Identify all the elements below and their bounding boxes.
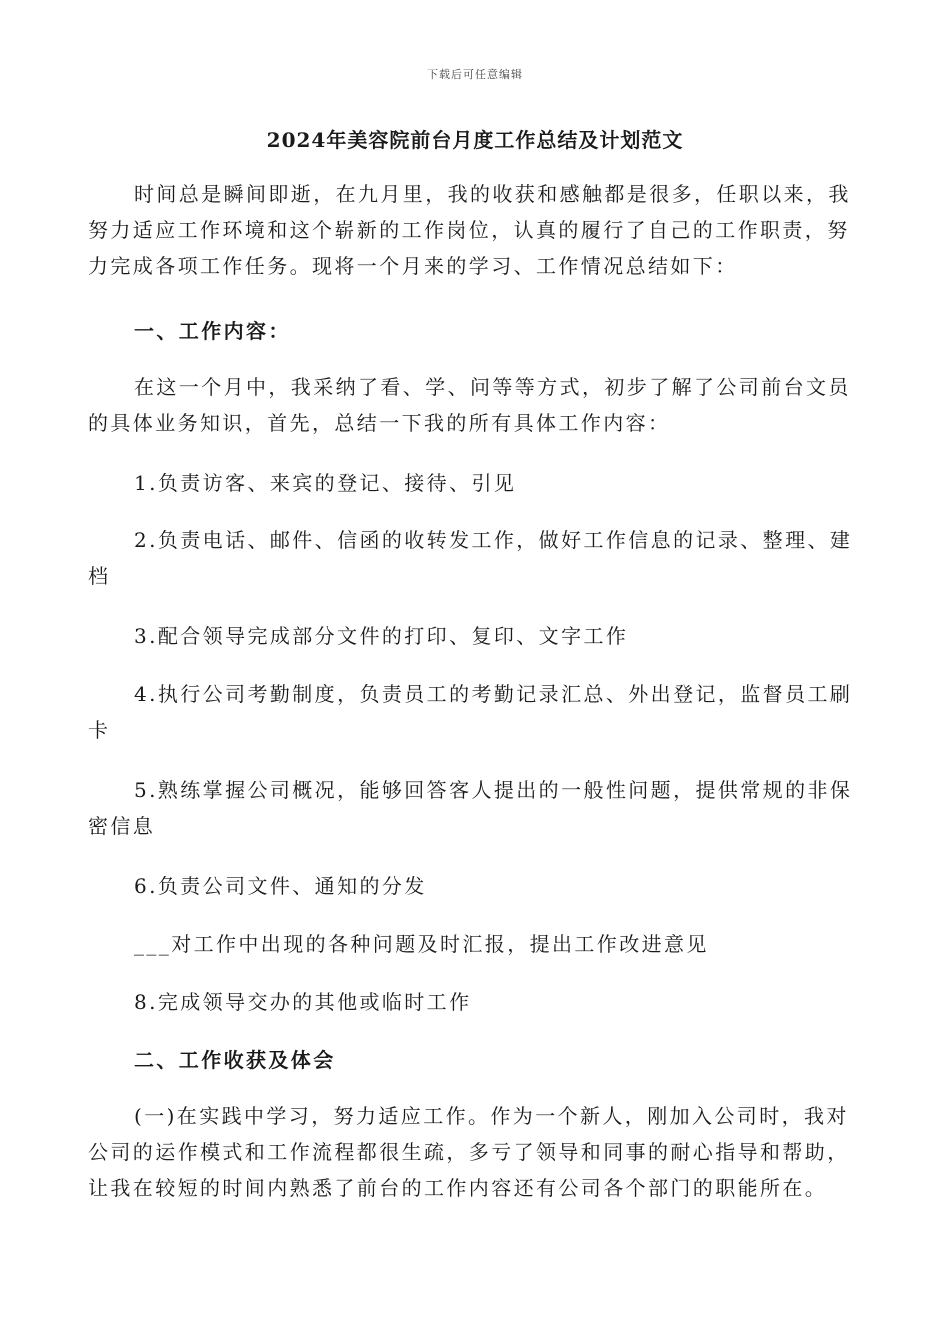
text-line: 2.负责电话、邮件、信函的收转发工作，做好工作信息的记录、整理、建 xyxy=(134,528,853,552)
header-note: 下载后可任意编辑 xyxy=(427,68,523,81)
intro-paragraph xyxy=(88,176,858,284)
list-item: 1.负责访客、来宾的登记、接待、引见 xyxy=(134,471,517,495)
text-line: 在这一个月中，我采纳了看、学、问等等方式，初步了解了公司前台文员 xyxy=(134,375,851,399)
text-line: 时间总是瞬间即逝，在九月里，我的收获和感触都是很多，任职以来，我 xyxy=(134,182,851,206)
text-line: (一)在实践中学习，努力适应工作。作为一个新人，刚加入公司时，我对 xyxy=(134,1104,849,1128)
text-line: 努力适应工作环境和这个崭新的工作岗位，认真的履行了自己的工作职责，努 xyxy=(88,218,850,242)
list-item xyxy=(88,772,858,844)
list-item: ___对工作中出现的各种问题及时汇报，提出工作改进意见 xyxy=(134,932,709,956)
page-title: 2024年美容院前台月度工作总结及计划范文 xyxy=(266,128,684,152)
list-item: 6.负责公司文件、通知的分发 xyxy=(134,874,427,898)
section-heading-gains: 二、工作收获及体会 xyxy=(134,1048,336,1072)
text-line: 4.执行公司考勤制度，负责员工的考勤记录汇总、外出登记，监督员工刷 xyxy=(134,682,853,706)
text-line: 公司的运作模式和工作流程都很生疏，多亏了领导和同事的耐心指导和帮助， xyxy=(88,1140,850,1164)
text-line: 力完成各项工作任务。现将一个月来的学习、工作情况总结如下： xyxy=(88,254,738,278)
list-item xyxy=(88,522,858,594)
text-line: 的具体业务知识，首先，总结一下我的所有具体工作内容： xyxy=(88,411,671,435)
text-line: 卡 xyxy=(88,718,111,742)
list-item: 8.完成领导交办的其他或临时工作 xyxy=(134,990,472,1014)
text-line: 5.熟练掌握公司概况，能够回答客人提出的一般性问题，提供常规的非保 xyxy=(134,778,853,802)
list-item: 3.配合领导完成部分文件的打印、复印、文字工作 xyxy=(134,624,629,648)
text-line: 让我在较短的时间内熟悉了前台的工作内容还有公司各个部门的职能所在。 xyxy=(88,1176,828,1200)
text-line: 密信息 xyxy=(88,814,156,838)
list-item xyxy=(88,676,858,748)
content-intro-paragraph xyxy=(88,369,858,441)
text-line: 档 xyxy=(88,564,111,588)
section-heading-work-content: 一、工作内容： xyxy=(134,319,291,343)
gains-paragraph xyxy=(88,1098,858,1206)
